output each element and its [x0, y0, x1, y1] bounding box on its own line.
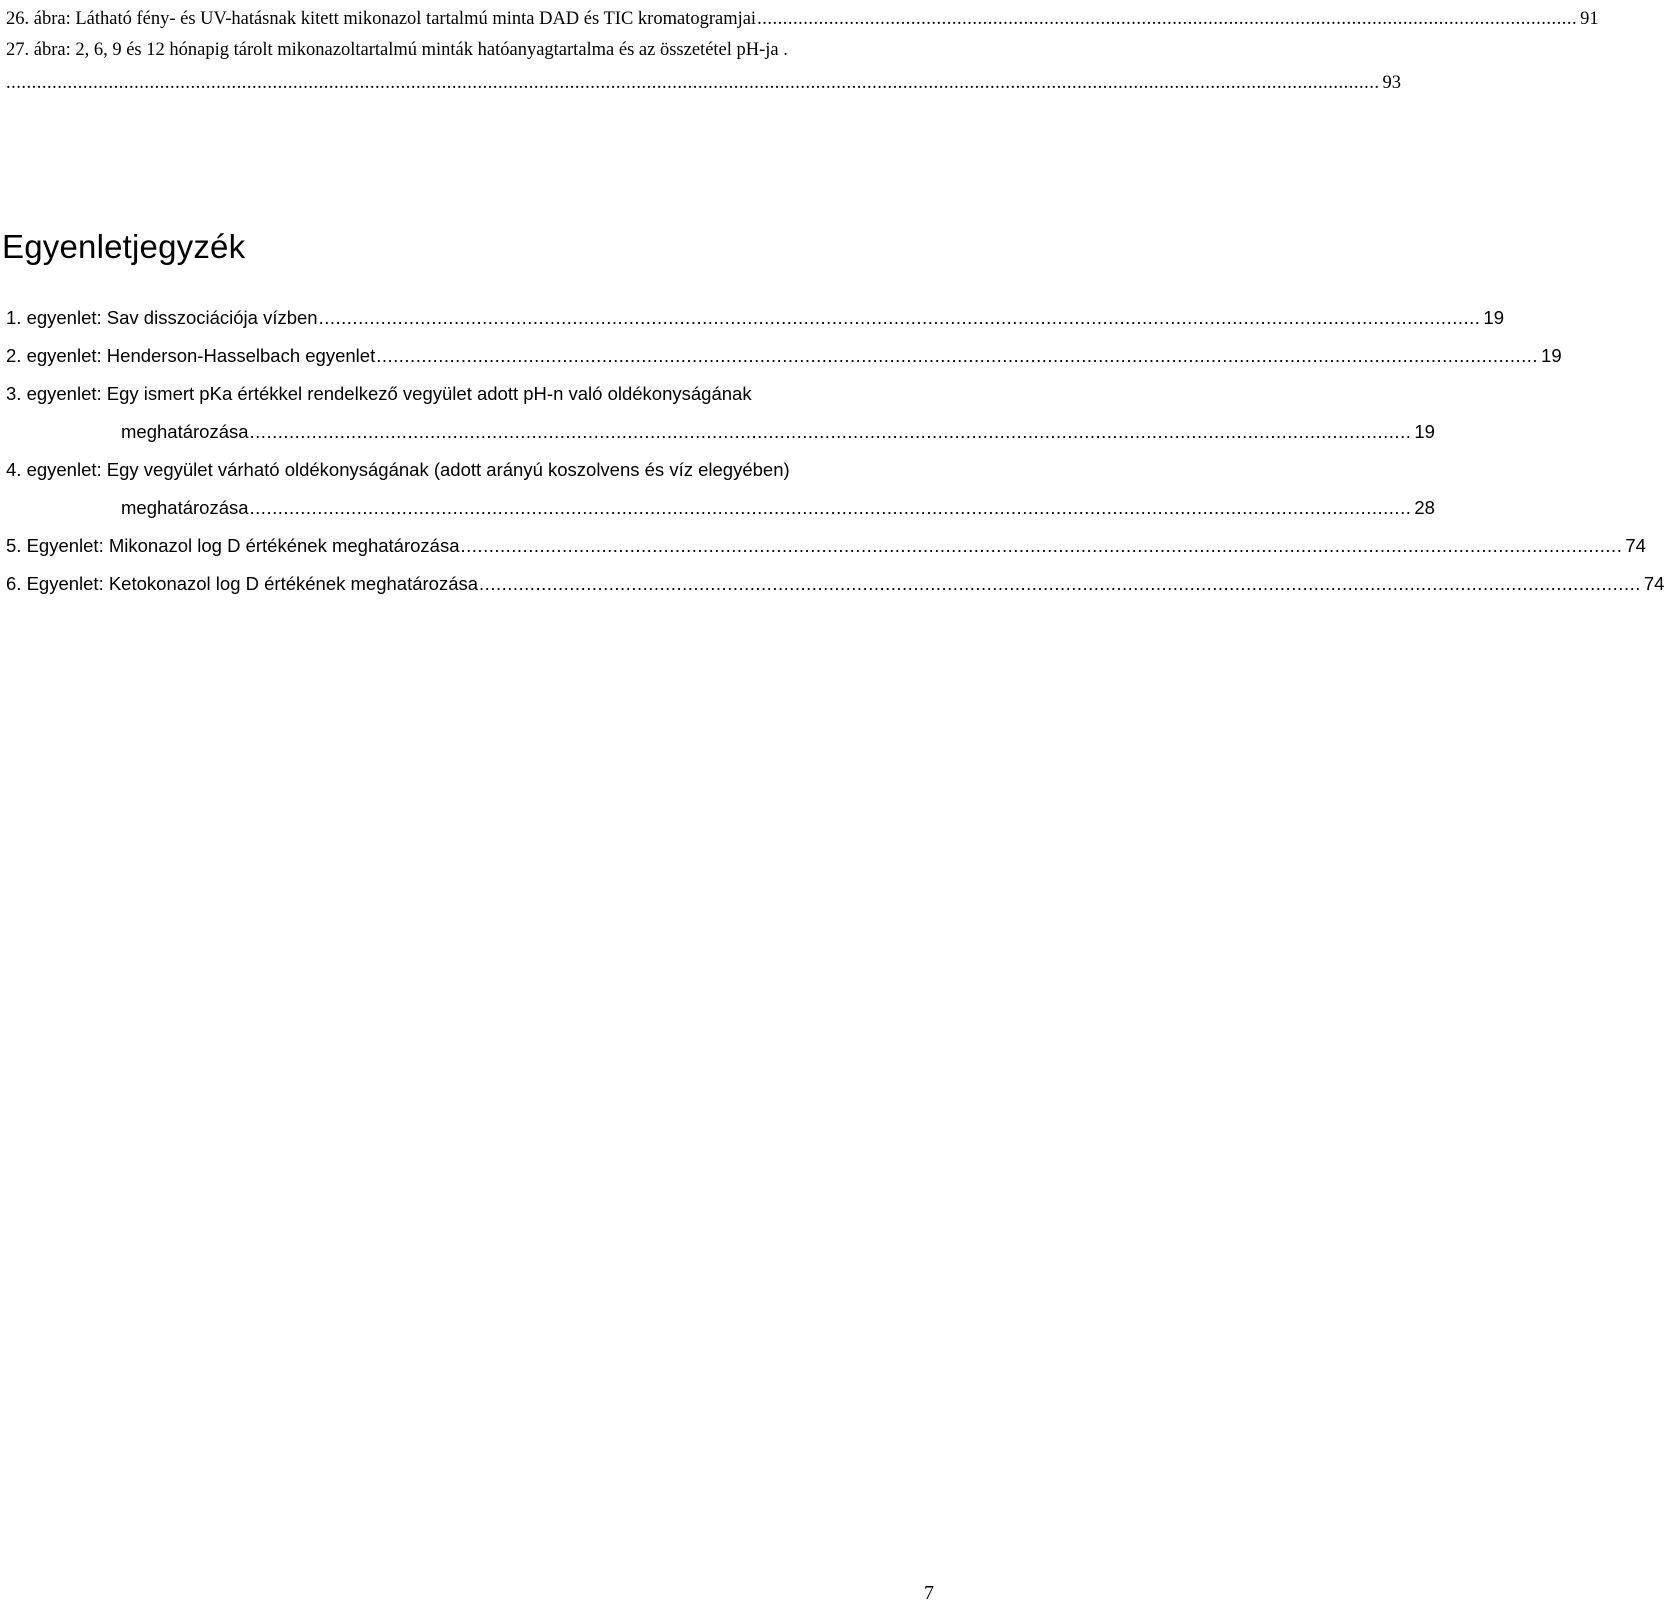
toc-entry-text: 26. ábra: Látható fény- és UV-hatásnak kitett mikonazol tartalmú minta DAD és TIC kromatogramjai: [6, 9, 757, 29]
toc-entry-equation-3[interactable]: [6, 375, 1435, 451]
toc-entry-equation-4[interactable]: [6, 451, 1435, 527]
toc-entry-equation-6[interactable]: [6, 565, 1664, 603]
leader-dots: ..............................................................................................................................................................................................................: [479, 573, 1641, 594]
toc-entry-figure-27[interactable]: [6, 31, 1401, 102]
toc-entry-text: 27. ábra: 2, 6, 9 és 12 hónapig tárolt mikonazoltartalmú minták hatóanyagtartalma és az összetétel pH-ja .: [6, 40, 788, 60]
toc-entry-equation-1[interactable]: [6, 299, 1504, 337]
toc-entry-text: 4. egyenlet: Egy vegyület várható oldékonyságának (adott arányú koszolvens és víz elegyében): [6, 459, 790, 480]
leader-dots: ..............................................................................................................................................................................................................: [376, 345, 1539, 366]
toc-entry-page: 19: [1483, 307, 1504, 328]
toc-entry-text: 6. Egyenlet: Ketokonazol log D értékének meghatározása: [6, 573, 479, 594]
toc-entry-text: 5. Egyenlet: Mikonazol log D értékének meghatározása: [6, 535, 460, 556]
leader-dots: ..............................................................................................................................................................................................................: [318, 307, 1481, 328]
toc-entry-page: 93: [1382, 73, 1401, 93]
leader-dots: ..............................................................................................................................................................................................................: [460, 535, 1623, 556]
leader-dots: ..............................................................................................................................................................................................................: [249, 421, 1412, 442]
toc-entry-page: 19: [1414, 421, 1435, 442]
toc-entry-page: 19: [1541, 345, 1562, 366]
toc-entry-equation-5[interactable]: [6, 527, 1646, 565]
toc-entry-page: 28: [1414, 497, 1435, 518]
toc-entry-page: 91: [1580, 9, 1599, 29]
toc-entry-continuation: meghatározása: [121, 421, 249, 442]
toc-entry-equation-2[interactable]: [6, 337, 1562, 375]
leader-dots: ..............................................................................................................................................................................................................: [249, 497, 1412, 518]
page-number: 7: [924, 1582, 934, 1604]
toc-entry-text: 1. egyenlet: Sav disszociációja vízben: [6, 307, 318, 328]
toc-entry-page: 74: [1643, 573, 1664, 594]
toc-entry-text: 3. egyenlet: Egy ismert pKa értékkel rendelkező vegyület adott pH-n való oldékonyságának: [6, 383, 752, 404]
toc-entry-continuation: meghatározása: [121, 497, 249, 518]
toc-entry-page: 74: [1625, 535, 1646, 556]
leader-dots: ................................................................................................................................................................: [757, 9, 1578, 29]
leader-dots: ............................................................................................................................................................................................................................................................................: [6, 73, 1380, 93]
toc-entry-text: 2. egyenlet: Henderson-Hasselbach egyenlet: [6, 345, 376, 366]
page-title: Egyenletjegyzék: [2, 228, 246, 265]
